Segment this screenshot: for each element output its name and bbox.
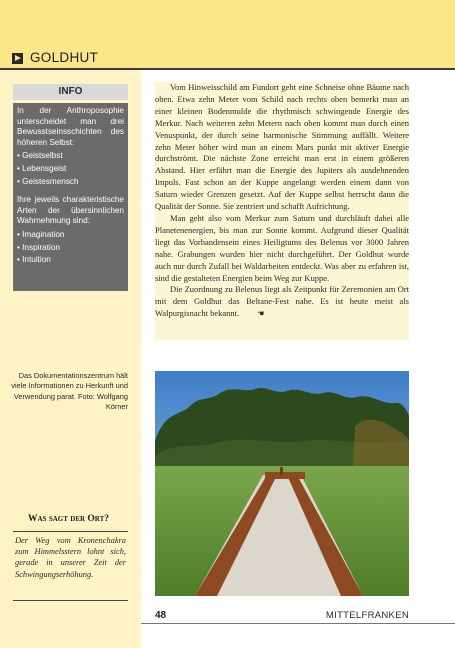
article-paragraph: Man geht also vom Merkur zum Saturn und durchläuft dabei alle Planetenenergien, bis man zur Sonne kommt. Aufgrund dieser Qualität liegt das Vorhandensein eines Heiligtums des Belenus vor 3000 Jahren nahe. Grabungen wurden hier nicht durchgeführt. Der Goldhut wurde auch nur durch Zufall bei Waldarbeiten entdeckt. Was aber zu erfahren ist, sind die gestalteten Energien beim Weg zur Kuppe. bbox=[155, 212, 409, 283]
article-paragraph: Vom Hinweisschild am Fundort geht eine Schneise ohne Bäume nach oben. Etwa zehn Meter vom Schild nach rechts oben bemerkt man an einer kleinen Bodenmulde die rhythmisch schwingende Energie des Merkur. Nach weiteren zehn Metern nach oben kommt man durch einen Venuspunkt, der durch seine harmonische Stimmung auffällt. Weitere zehn Meter höher wird man an einem Mars punkt mit aktiver Energie durchströmt. Die nächste Zone erreicht man erst in einem größeren Abstand. Hier erfährt man die Energie des Jupiters als ausdehnenden Impuls. Fast schon an der Kuppe angelangt werden einem dann von Saturn wieder Grenzen gesetzt. Auf der Kuppe selbst herrscht dann die Qualität der Sonne. Sie zentriert und schafft Aufrichtung. bbox=[155, 82, 409, 212]
landscape-photo bbox=[155, 371, 409, 596]
sidebar-quote-heading: Was sagt der Ort? bbox=[28, 514, 110, 524]
section-rule bbox=[0, 68, 455, 70]
info-layer-item: • Geistesmensch bbox=[17, 177, 124, 188]
info-box bbox=[13, 103, 128, 291]
page-number: 48 bbox=[155, 610, 167, 621]
play-marker-arrow bbox=[15, 55, 21, 61]
info-layer-item: • Lebensgeist bbox=[17, 164, 124, 175]
info-perception-item: • Imagination bbox=[17, 230, 124, 241]
photo-caption: Das Dokumentationszentrum hält viele Informationen zu Herkunft und Verwendung parat. Foto: Wolfgang Körner bbox=[11, 371, 128, 412]
sidebar-quote-text: Der Weg vom Kronenchakra zum Himmelsstern lohnt sich, gerade in unserer Zeit der Schwingungserhöhung. bbox=[13, 531, 128, 601]
info-layer-item: • Geistselbst bbox=[17, 151, 124, 162]
info-layer-list bbox=[17, 151, 124, 187]
section-title: GOLDHUT bbox=[30, 50, 99, 65]
article-paragraph bbox=[155, 284, 409, 320]
info-perception-item: • Inspiration bbox=[17, 243, 124, 254]
pointing-hand-icon: ☚ bbox=[257, 309, 265, 319]
footer-rule bbox=[141, 623, 455, 624]
info-perception-item: • Intuition bbox=[17, 255, 124, 266]
article-paragraph-text: Die Zuordnung zu Belenus liegt als Zeitpunkt für Zeremonien am Ort mit dem Goldhut das Beltane-Fest nahe. Es ist heute meist als Walpurgisnacht bekannt. bbox=[155, 284, 409, 319]
photo-illustration bbox=[155, 371, 409, 596]
section-header bbox=[0, 50, 455, 68]
article-body bbox=[155, 82, 409, 340]
info-intro: In der Anthroposophie unterscheidet man drei Bewusstseinsschichten des höheren Selbst: bbox=[17, 106, 124, 147]
region-label: MITTELFRANKEN bbox=[325, 610, 409, 621]
info-perception-list bbox=[17, 230, 124, 266]
info-middle: Ihre jeweils charakteristische Arten der übersinnlichen Wahrnehmung sind: bbox=[17, 195, 124, 226]
info-heading: INFO bbox=[13, 84, 128, 100]
